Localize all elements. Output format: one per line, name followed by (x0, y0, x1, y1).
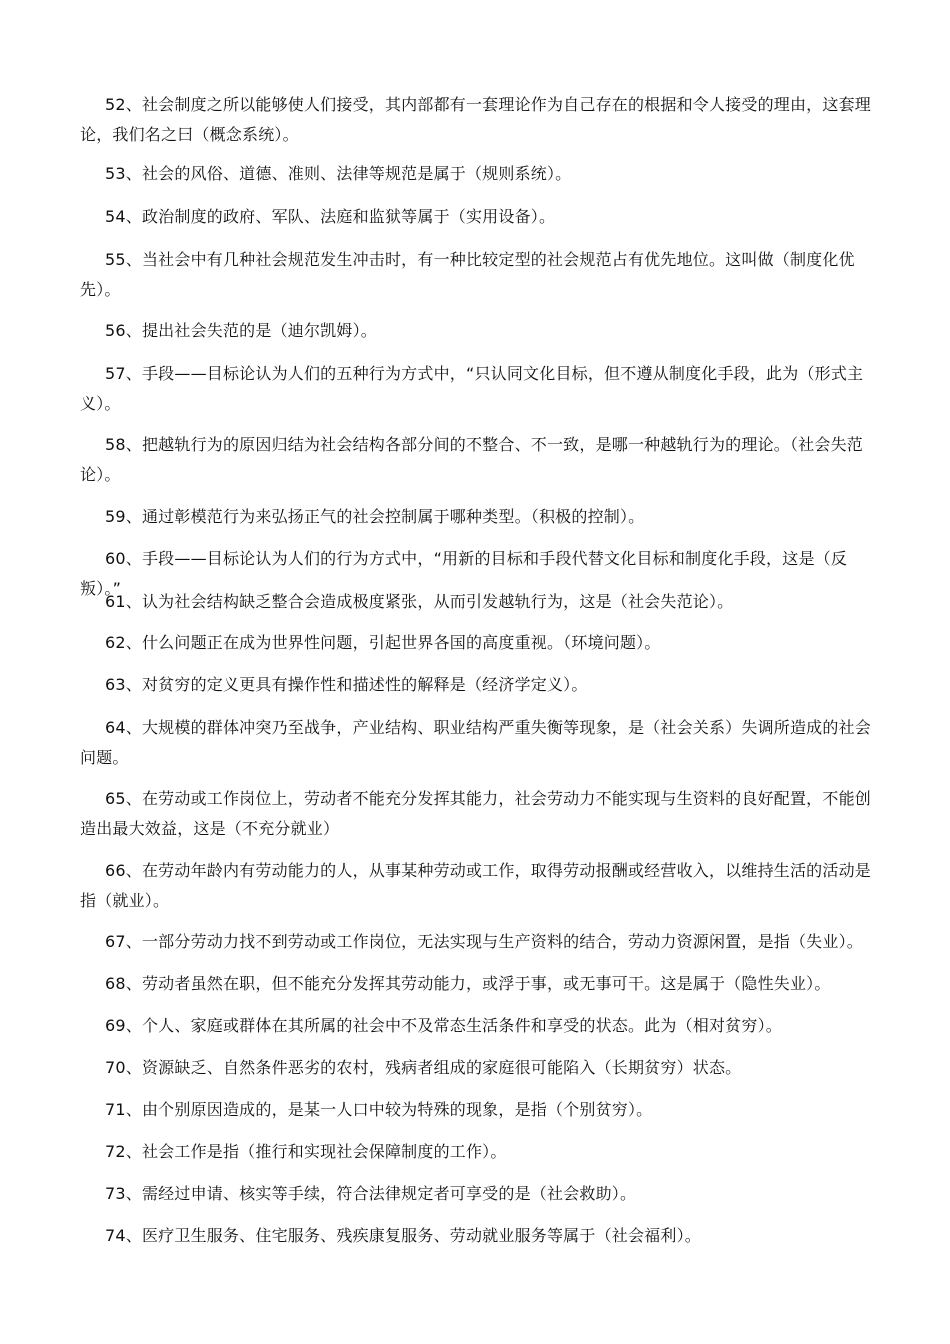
question-70 (80, 1053, 880, 1083)
question-67 (80, 927, 880, 957)
question-number: 64 (105, 718, 126, 737)
question-52 (80, 90, 880, 150)
question-73 (80, 1179, 880, 1209)
question-text: 、个人、家庭或群体在其所属的社会中不及常态生活条件和享受的状态。此为（相对贫穷）。 (125, 1016, 782, 1035)
question-text: 、在劳动年龄内有劳动能力的人，从事某种劳动或工作，取得劳动报酬或经营收入，以维持生活的活动是指（就业）。 (80, 861, 871, 910)
question-number: 71 (105, 1100, 126, 1119)
question-65 (80, 784, 880, 844)
question-number: 70 (105, 1058, 126, 1077)
question-68 (80, 969, 880, 999)
question-text: 、在劳动或工作岗位上，劳动者不能充分发挥其能力，社会劳动力不能实现与生资料的良好配置，不能创造出最大效益，这是（不充分就业） (80, 789, 871, 838)
question-text: 、什么问题正在成为世界性问题，引起世界各国的高度重视。（环境问题）。 (125, 633, 661, 652)
question-text: 、劳动者虽然在职，但不能充分发挥其劳动能力，或浮于事，或无事可干。这是属于（隐性失业）。 (125, 974, 831, 993)
question-number: 69 (105, 1016, 126, 1035)
question-text: 、一部分劳动力找不到劳动或工作岗位，无法实现与生产资料的结合，劳动力资源闲置，是指（失业）。 (125, 932, 863, 951)
question-text: 、对贫穷的定义更具有操作性和描述性的解释是（经济学定义）。 (125, 675, 588, 694)
question-number: 73 (105, 1184, 126, 1203)
question-number: 68 (105, 974, 126, 993)
question-number: 58 (105, 435, 126, 454)
question-text: 、社会的风俗、道德、准则、法律等规范是属于（规则系统）。 (125, 164, 572, 183)
question-61 (80, 587, 880, 617)
question-number: 63 (105, 675, 126, 694)
question-text: 、手段——目标论认为人们的行为方式中，“用新的目标和手段代替文化目标和制度化手段，这是（反叛）。” (80, 549, 848, 598)
question-text: 、把越轨行为的原因归结为社会结构各部分间的不整合、不一致，是哪一种越轨行为的理论。（社会失范论）。 (80, 435, 863, 484)
question-55 (80, 245, 880, 305)
question-text: 、资源缺乏、自然条件恶劣的农村，残病者组成的家庭很可能陷入（长期贫穷）状态。 (125, 1058, 742, 1077)
question-56 (80, 316, 880, 346)
question-number: 55 (105, 250, 126, 269)
question-text: 、通过彰模范行为来弘扬正气的社会控制属于哪种类型。（积极的控制）。 (125, 507, 645, 526)
question-number: 61 (105, 592, 126, 611)
question-text: 、大规模的群体冲突乃至战争，产业结构、职业结构严重失衡等现象，是（社会关系）失调所造成的社会问题。 (80, 718, 871, 767)
question-number: 74 (105, 1226, 126, 1245)
question-number: 60 (105, 549, 126, 568)
question-number: 54 (105, 207, 126, 226)
question-text: 、医疗卫生服务、住宅服务、残疾康复服务、劳动就业服务等属于（社会福利）。 (125, 1226, 701, 1245)
question-53 (80, 159, 880, 189)
question-text: 、社会制度之所以能够使人们接受，其内部都有一套理论作为自己存在的根据和令人接受的理由，这套理论，我们名之曰（概念系统）。 (80, 95, 871, 144)
question-72 (80, 1137, 880, 1167)
question-57 (80, 359, 880, 419)
question-text: 、手段——目标论认为人们的五种行为方式中，“只认同文化目标，但不遵从制度化手段，此为（形式主义）。 (80, 364, 864, 413)
question-66 (80, 856, 880, 916)
question-text: 、当社会中有几种社会规范发生冲击时，有一种比较定型的社会规范占有优先地位。这叫做（制度化优先）。 (80, 250, 855, 299)
question-number: 67 (105, 932, 126, 951)
question-text: 、由个别原因造成的，是某一人口中较为特殊的现象，是指（个别贫穷）。 (125, 1100, 653, 1119)
question-number: 56 (105, 321, 126, 340)
question-63 (80, 670, 880, 700)
question-62 (80, 628, 880, 658)
question-text: 、需经过申请、核实等手续，符合法律规定者可享受的是（社会救助）。 (125, 1184, 637, 1203)
question-71 (80, 1095, 880, 1125)
question-number: 57 (105, 364, 126, 383)
question-text: 、政治制度的政府、军队、法庭和监狱等属于（实用设备）。 (125, 207, 556, 226)
question-number: 65 (105, 789, 126, 808)
question-64 (80, 713, 880, 773)
question-text: 、社会工作是指（推行和实现社会保障制度的工作）。 (125, 1142, 507, 1161)
question-54 (80, 202, 880, 232)
question-number: 59 (105, 507, 126, 526)
question-74 (80, 1221, 880, 1251)
question-text: 、认为社会结构缺乏整合会造成极度紧张，从而引发越轨行为，这是（社会失范论）。 (125, 592, 734, 611)
question-69 (80, 1011, 880, 1041)
question-number: 66 (105, 861, 126, 880)
question-text: 、提出社会失范的是（迪尔凯姆）。 (125, 321, 377, 340)
question-58 (80, 430, 880, 490)
question-number: 72 (105, 1142, 126, 1161)
question-number: 62 (105, 633, 126, 652)
question-59 (80, 502, 880, 532)
question-number: 52 (105, 95, 126, 114)
question-number: 53 (105, 164, 126, 183)
